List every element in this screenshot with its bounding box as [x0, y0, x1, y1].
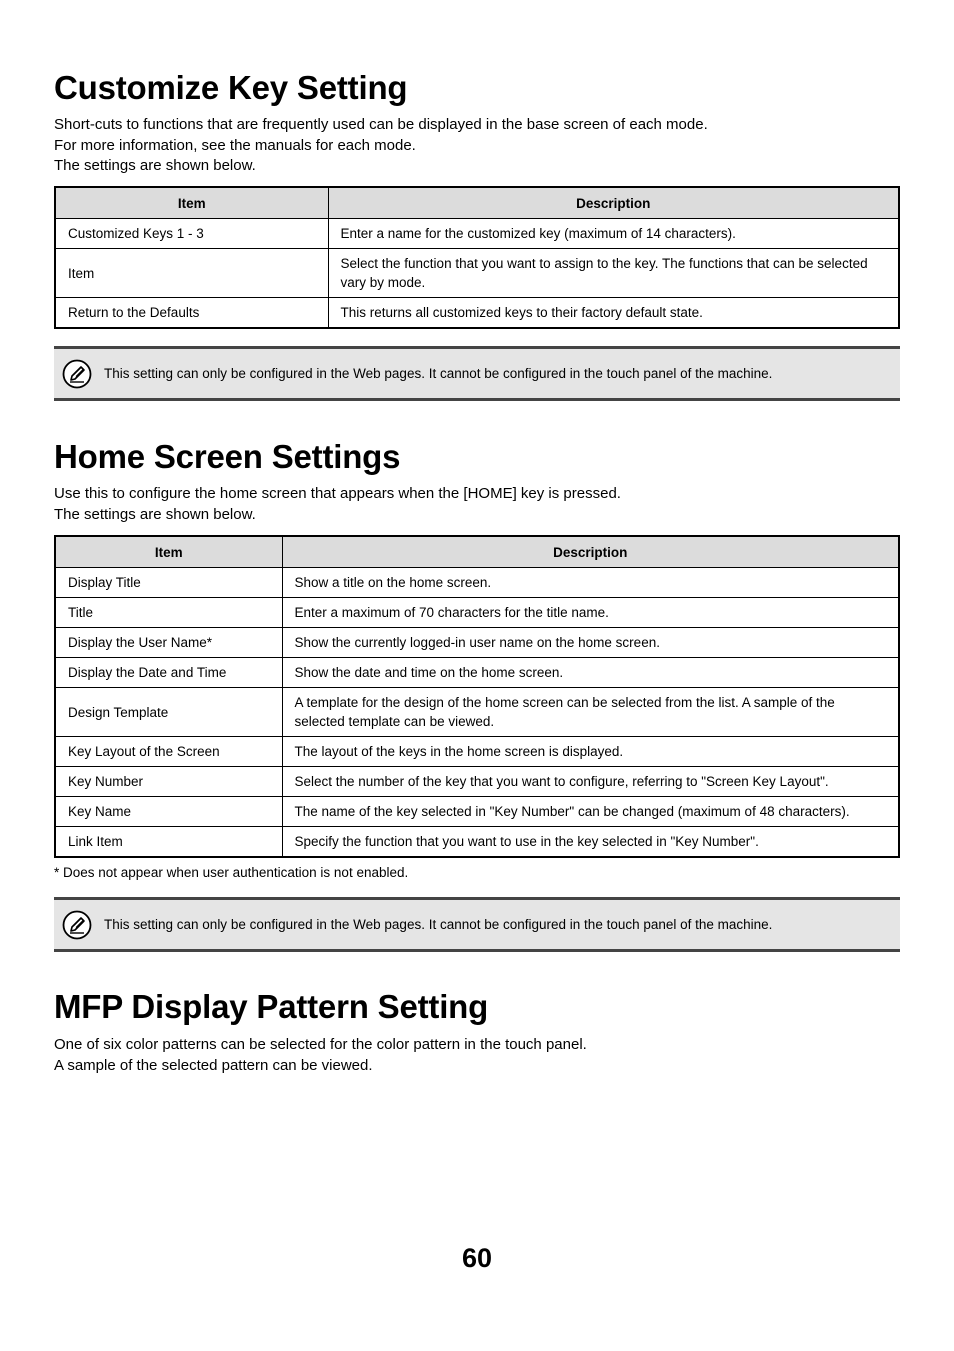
- table-row: [55, 298, 899, 329]
- table-row: [55, 737, 899, 767]
- section-title-customize-key: Customize Key Setting: [54, 69, 408, 106]
- footnote: * Does not appear when user authentication is not enabled.: [54, 865, 409, 880]
- note-box: [54, 897, 900, 952]
- item-cell: Key Layout of the Screen: [55, 737, 282, 767]
- table-row: [55, 568, 899, 598]
- description-cell: Select the function that you want to assign to the key. The functions that can be selected vary by mode.: [328, 249, 899, 298]
- intro-line: The settings are shown below.: [54, 505, 256, 523]
- table-row: [55, 767, 899, 797]
- item-cell: Display the User Name*: [55, 628, 282, 658]
- item-cell: Key Number: [55, 767, 282, 797]
- table-header-row: [55, 187, 899, 219]
- description-cell: Specify the function that you want to use in the key selected in "Key Number".: [282, 827, 899, 858]
- description-cell: The name of the key selected in "Key Number" can be changed (maximum of 48 characters).: [282, 797, 899, 827]
- item-cell: Item: [55, 249, 328, 298]
- column-header-description: Description: [282, 536, 899, 568]
- section-title-mfp-display-pattern: MFP Display Pattern Setting: [54, 988, 489, 1025]
- home-screen-table: [54, 535, 900, 858]
- column-header-item: Item: [55, 187, 328, 219]
- description-cell: This returns all customized keys to their factory default state.: [328, 298, 899, 329]
- column-header-description: Description: [328, 187, 899, 219]
- item-cell: Display the Date and Time: [55, 658, 282, 688]
- description-cell: The layout of the keys in the home screen is displayed.: [282, 737, 899, 767]
- table-row: [55, 598, 899, 628]
- pencil-note-icon: [62, 910, 92, 940]
- intro-line: The settings are shown below.: [54, 157, 256, 174]
- description-cell: Enter a name for the customized key (maximum of 14 characters).: [328, 219, 899, 249]
- item-cell: Link Item: [55, 827, 282, 858]
- section-title-home-screen: Home Screen Settings: [54, 438, 401, 475]
- description-cell: Enter a maximum of 70 characters for the title name.: [282, 598, 899, 628]
- item-cell: Key Name: [55, 797, 282, 827]
- description-cell: A template for the design of the home screen can be selected from the list. A sample of the selected template can be viewed.: [282, 688, 899, 737]
- section-intro-customize-key: [54, 115, 708, 177]
- page-number: 60: [461, 1243, 493, 1273]
- table-row: [55, 797, 899, 827]
- table-row: [55, 827, 899, 858]
- intro-line: One of six color patterns can be selected for the color pattern in the touch panel.: [54, 1036, 587, 1053]
- intro-line: Use this to configure the home screen that appears when the [HOME] key is pressed.: [54, 485, 621, 502]
- note-text: This setting can only be configured in the Web pages. It cannot be configured in the touch panel of the machine.: [104, 366, 773, 381]
- table-row: [55, 688, 899, 737]
- item-cell: Design Template: [55, 688, 282, 737]
- description-cell: Show the currently logged-in user name on the home screen.: [282, 628, 899, 658]
- intro-line: A sample of the selected pattern can be viewed.: [54, 1056, 373, 1074]
- description-cell: Show a title on the home screen.: [282, 568, 899, 598]
- description-cell: Select the number of the key that you want to configure, referring to "Screen Key Layout".: [282, 767, 899, 797]
- table-row: [55, 219, 899, 249]
- section-intro-home-screen: [54, 484, 621, 525]
- table-row: [55, 628, 899, 658]
- item-cell: Title: [55, 598, 282, 628]
- item-cell: Return to the Defaults: [55, 298, 328, 329]
- item-cell: Customized Keys 1 - 3: [55, 219, 328, 249]
- table-row: [55, 658, 899, 688]
- column-header-item: Item: [55, 536, 282, 568]
- pencil-note-icon: [62, 359, 92, 389]
- table-header-row: [55, 536, 899, 568]
- intro-line: For more information, see the manuals for each mode.: [54, 136, 416, 154]
- intro-line: Short-cuts to functions that are frequently used can be displayed in the base screen of each mode.: [54, 116, 708, 133]
- note-box: [54, 346, 900, 401]
- table-row: [55, 249, 899, 298]
- item-cell: Display Title: [55, 568, 282, 598]
- section-intro-mfp-display-pattern: [54, 1035, 587, 1076]
- description-cell: Show the date and time on the home screen.: [282, 658, 899, 688]
- customize-key-table: [54, 186, 900, 329]
- note-text: This setting can only be configured in the Web pages. It cannot be configured in the touch panel of the machine.: [104, 917, 773, 932]
